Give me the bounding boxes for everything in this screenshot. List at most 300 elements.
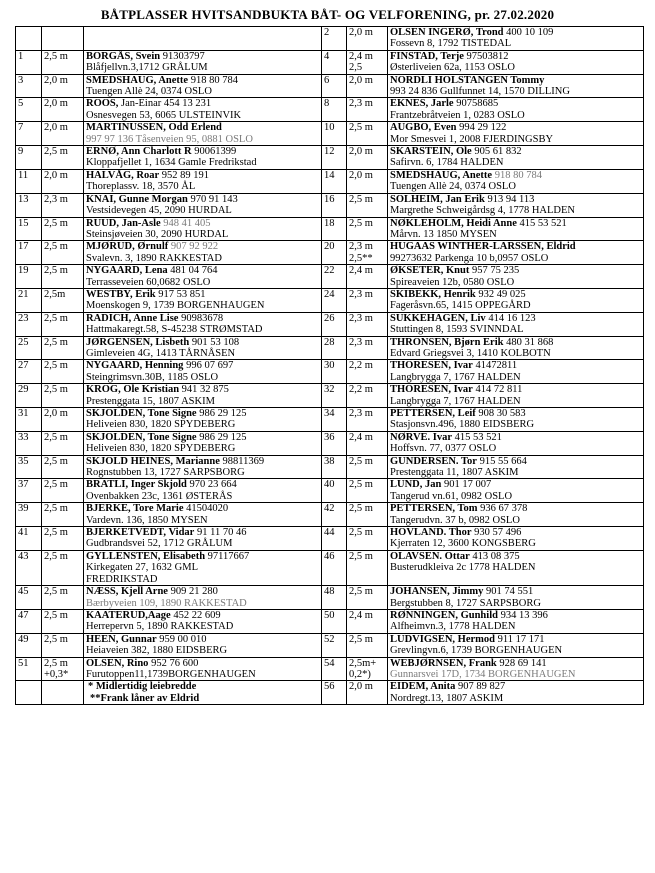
berth-number: 17 [16, 241, 42, 265]
holder-name-line [86, 194, 319, 205]
berth-width: 2,5 m [42, 550, 84, 585]
berth-width: 2,5 m [42, 527, 84, 551]
holder-address: Gudbrandsvei 52, 1712 GRÅLUM [86, 538, 233, 550]
holder-address: Bergstubben 8, 1727 SARPSBORG [390, 597, 541, 609]
holder-address: Heliveien 830, 1820 SPYDEBERG [86, 419, 236, 431]
berth-holder [84, 455, 322, 479]
holder-phone: 41504020 [183, 503, 229, 515]
table-row [16, 241, 644, 265]
holder-name: LUND, Jan [390, 479, 442, 491]
holder-name: WESTBY, Erik [86, 288, 156, 300]
holder-name: NYGAARD, Henning [86, 360, 184, 372]
berth-number: 27 [16, 360, 42, 384]
holder-phone: 970 91 143 [187, 193, 238, 205]
table-row [16, 193, 644, 217]
holder-name: BRATLI, Inger Skjold [86, 479, 187, 491]
berth-number: 9 [16, 146, 42, 170]
berth-number [16, 27, 42, 51]
holder-address: Busterudkleiva 2c 1778 HALDEN [390, 562, 536, 574]
holder-address: Fageråsvn.65, 1415 OPPEGÅRD [390, 300, 531, 312]
berth-holder [84, 50, 322, 74]
holder-address: Tangerud vn.61, 0982 OSLO [390, 490, 513, 502]
berth-width: 2,5 m [347, 479, 388, 503]
holder-address: Kjerraten 12, 3600 KONGSBERG [390, 538, 536, 550]
holder-phone: 98811369 [219, 455, 265, 467]
holder-name: MJØRUD, Ørnulf [86, 241, 169, 253]
berth-number [16, 681, 42, 705]
table-row [16, 50, 644, 74]
holder-address: Prestenggata 15, 1807 ASKIM [86, 395, 215, 407]
berth-holder [388, 50, 644, 74]
holder-name: GYLLENSTEN, Elisabeth [86, 550, 206, 562]
berth-number: 39 [16, 503, 42, 527]
holder-name: JOHANSEN, Jimmy [390, 586, 484, 598]
holder-address: Thoreplassv. 18, 3570 ÅL [86, 181, 196, 193]
berth-width: 2,5 m [42, 146, 84, 170]
holder-address: Rognstubben 13, 1727 SARPSBORG [86, 467, 245, 479]
holder-name-line [86, 360, 319, 371]
holder-address: Hattmakaregt.58, S-45238 STRØMSTAD [86, 324, 263, 336]
holder-name-line [86, 432, 319, 443]
holder-phone: 480 31 868 [503, 336, 554, 348]
berth-number: 46 [322, 550, 347, 585]
holder-address: Langbrygga 7, 1767 HALDEN [390, 395, 521, 407]
holder-phone: 90758685 [453, 98, 499, 110]
holder-name-line [390, 658, 641, 669]
holder-address: Mor Smesvei 1, 2008 FJERDINGSBY [390, 133, 554, 145]
berth-number: 21 [16, 288, 42, 312]
holder-name: PETTERSEN, Leif [390, 408, 476, 419]
holder-address: Mårvn. 13 1850 MYSEN [390, 228, 497, 240]
holder-phone: 901 74 551 [483, 586, 534, 598]
holder-address: Hoffsvn. 77, 0377 OSLO [390, 443, 497, 455]
holder-phone: 90983678 [178, 312, 224, 324]
berth-number: 24 [322, 288, 347, 312]
berth-holder [388, 193, 644, 217]
table-row [16, 122, 644, 146]
table-row [16, 503, 644, 527]
berth-width: 2,5 m [347, 503, 388, 527]
holder-name: EIDEM, Anita [390, 681, 456, 693]
holder-name: NØKLEHOLM, Heidi Anne [390, 217, 517, 229]
berth-number: 35 [16, 455, 42, 479]
holder-name: BORGÅS, Svein [86, 50, 161, 62]
holder-address: Steingrimsvn.30B, 1185 OSLO [86, 371, 219, 383]
table-row [16, 431, 644, 455]
holder-address: 993 24 836 Gullfunnet 14, 1570 DILLING [390, 86, 570, 98]
berth-number: 30 [322, 360, 347, 384]
table-row [16, 408, 644, 432]
holder-name: RUUD, Jan-Asle [86, 217, 161, 229]
berth-holder [84, 265, 322, 289]
holder-name-line [390, 456, 641, 467]
holder-name: HEEN, Gunnar [86, 633, 157, 645]
holder-name: KROG, Ole Kristian [86, 384, 180, 396]
holder-name: FINSTAD, Terje [390, 50, 464, 62]
berth-number: 56 [322, 681, 347, 705]
holder-address: Kloppafjellet 1, 1634 Gamle Fredrikstad [86, 157, 257, 169]
holder-phone: 952 76 600 [148, 657, 199, 669]
holder-address: Fossevn 8, 1792 TISTEDAL [390, 38, 512, 50]
berth-holder [388, 384, 644, 408]
holder-name: HUGAAS WINTHER-LARSSEN, Eldrid [390, 241, 576, 253]
holder-address: Tuengen Allè 24, 0374 OSLO [86, 86, 212, 98]
berth-holder [388, 408, 644, 432]
holder-name-line [86, 122, 319, 133]
berth-width: 2,5 m [42, 609, 84, 633]
berth-holder [388, 360, 644, 384]
berth-width: 2,5 m [42, 312, 84, 336]
holder-name-line [86, 527, 319, 538]
holder-address: Østerliveien 62a, 1153 OSLO [390, 62, 516, 74]
berth-number: 25 [16, 336, 42, 360]
table-row [16, 384, 644, 408]
holder-phone: 91 11 70 46 [194, 527, 247, 539]
holder-phone: 915 55 664 [476, 455, 527, 467]
berth-holder [388, 431, 644, 455]
holder-phone: 97117667 [205, 550, 250, 562]
holder-name-line [390, 610, 641, 621]
holder-name: RADICH, Anne Lise [86, 312, 179, 324]
berth-number: 14 [322, 169, 347, 193]
berth-number: 40 [322, 479, 347, 503]
berth-width: 2,0 m [42, 74, 84, 98]
holder-name-line [390, 98, 641, 109]
holder-name: NORDLI HOLSTANGEN Tommy [390, 74, 545, 86]
berth-holder [388, 146, 644, 170]
berth-holder [84, 550, 322, 585]
berth-number: 10 [322, 122, 347, 146]
holder-address: Spireaveien 12b, 0580 OSLO [390, 276, 515, 288]
berth-width: 2,5 m [42, 503, 84, 527]
holder-name-line [390, 75, 641, 86]
holder-phone: 918 80 784 [492, 169, 542, 181]
berth-number: 7 [16, 122, 42, 146]
holder-phone: 90061399 [191, 146, 237, 158]
berth-holder [84, 98, 322, 122]
holder-phone: 415 53 521 [516, 217, 567, 229]
berth-number: 48 [322, 586, 347, 610]
holder-name: SKJOLDEN, Tone Signe [86, 431, 197, 443]
holder-name-line [390, 27, 641, 38]
holder-phone: 952 89 191 [159, 169, 209, 181]
table-row [16, 681, 644, 705]
berth-number: 11 [16, 169, 42, 193]
berth-holder [388, 586, 644, 610]
holder-phone: 913 94 113 [484, 193, 535, 205]
footnotes [84, 681, 322, 705]
holder-phone: 994 29 122 [456, 122, 507, 134]
holder-name-line [86, 503, 319, 514]
berth-number: 18 [322, 217, 347, 241]
berth-width: 2,3 m [347, 312, 388, 336]
table-row [16, 265, 644, 289]
holder-address: Tuengen Allè 24, 0374 OSLO [390, 181, 516, 193]
berth-holder [388, 312, 644, 336]
berth-holder [84, 609, 322, 633]
berth-number: 44 [322, 527, 347, 551]
berth-holder [84, 431, 322, 455]
holder-address: Langbrygga 7, 1767 HALDEN [390, 371, 521, 383]
berth-width: 2,0 m [42, 169, 84, 193]
holder-address: Heliveien 830, 1820 SPYDEBERG [86, 443, 236, 455]
berth-number: 45 [16, 586, 42, 610]
holder-name: OLSEN, Rino [86, 657, 149, 669]
berth-width: 2,5 m [347, 122, 388, 146]
berth-width: 2,5m [42, 288, 84, 312]
holder-address: Stasjonsvn.496, 1880 EIDSBERG [390, 419, 535, 431]
table-row [16, 586, 644, 610]
berth-holder [388, 681, 644, 705]
berth-holder [84, 657, 322, 681]
holder-name-line [86, 634, 319, 645]
holder-name-line [86, 75, 319, 86]
holder-name-line [86, 384, 319, 395]
berth-number: 23 [16, 312, 42, 336]
holder-name: SMEDSHAUG, Anette [86, 74, 189, 86]
table-row [16, 169, 644, 193]
table-row [16, 288, 644, 312]
holder-name: KNAI, Gunne Morgan [86, 193, 188, 205]
berth-holder [84, 74, 322, 98]
holder-name-line [390, 313, 641, 324]
holder-name-line [86, 610, 319, 621]
berth-number: 20 [322, 241, 347, 265]
holder-name-line [86, 170, 319, 181]
holder-name-line [390, 586, 641, 597]
holder-address: Safirvn. 6, 1784 HALDEN [390, 157, 504, 169]
holder-phone: 930 57 496 [471, 527, 522, 539]
berth-number: 22 [322, 265, 347, 289]
berth-width: 2,5 m [42, 265, 84, 289]
holder-name: WEBJØRNSEN, Frank [390, 657, 497, 669]
berth-width: 2,0 m [42, 98, 84, 122]
holder-name: OLAVSEN. Ottar [390, 550, 470, 562]
berth-width: 2,4 m [347, 431, 388, 455]
holder-phone: 934 13 396 [497, 609, 548, 621]
berth-width: 2,4 m [347, 265, 388, 289]
holder-name-line [86, 479, 319, 490]
table-row [16, 336, 644, 360]
holder-name-line [86, 551, 319, 562]
holder-phone: 413 08 375 [469, 550, 520, 562]
berth-width: 2,5 m +0,3* [42, 657, 84, 681]
footnote: * Midlertidig leiebredde [88, 681, 197, 693]
table-row [16, 633, 644, 657]
berth-number: 50 [322, 609, 347, 633]
holder-address: Vardevn. 136, 1850 MYSEN [86, 514, 208, 526]
holder-name-line [390, 479, 641, 490]
holder-name-line [390, 360, 641, 371]
holder-phone: 907 89 827 [455, 681, 506, 693]
berth-holder [84, 122, 322, 146]
holder-name: ROOS, [86, 98, 119, 110]
berth-number: 15 [16, 217, 42, 241]
berth-number: 31 [16, 408, 42, 432]
berth-holder [388, 527, 644, 551]
holder-name-line [390, 218, 641, 229]
holder-address: Moenskogen 9, 1739 BORGENHAUGEN [86, 300, 265, 312]
berth-holder [388, 479, 644, 503]
holder-name-line [86, 51, 319, 62]
berth-holder [84, 217, 322, 241]
holder-name: EKNES, Jarle [390, 98, 454, 110]
holder-name-line [390, 527, 641, 538]
holder-address: 997 97 136 Tåsenveien 95, 0881 OSLO [86, 133, 253, 145]
holder-name-line [390, 681, 641, 692]
berth-number: 41 [16, 527, 42, 551]
berth-width: 2,0 m [42, 408, 84, 432]
berth-number: 3 [16, 74, 42, 98]
holder-address: Grevlingvn.6, 1739 BORGENHAUGEN [390, 645, 563, 657]
berth-number: 51 [16, 657, 42, 681]
berth-width: 2,0 m [347, 74, 388, 98]
holder-phone: 909 21 280 [167, 586, 218, 598]
holder-phone: 905 61 832 [471, 146, 522, 158]
holder-name: HALVÅG, Roar [86, 169, 160, 181]
holder-name: RØNNINGEN, Gunhild [390, 609, 498, 621]
berth-width: 2,5 m [347, 633, 388, 657]
holder-phone: 481 04 764 [167, 265, 218, 277]
berth-number: 42 [322, 503, 347, 527]
berth-width: 2,5 m [347, 586, 388, 610]
berth-number: 54 [322, 657, 347, 681]
table-row [16, 74, 644, 98]
holder-address: Blåfjellvn.3,1712 GRÅLUM [86, 62, 208, 74]
holder-name-line [86, 98, 319, 109]
berth-width [42, 681, 84, 705]
berth-width: 2,5 m [42, 455, 84, 479]
berth-holder [84, 146, 322, 170]
berth-number: 26 [322, 312, 347, 336]
berth-width: 2,0 m [347, 27, 388, 51]
holder-name: GUNDERSEN. Tor [390, 455, 477, 467]
berth-holder [388, 169, 644, 193]
holder-name: SOLHEIM, Jan Erik [390, 193, 485, 205]
holder-address: Frantzebråtveien 1, 0283 OSLO [390, 109, 525, 121]
holder-phone: 901 53 108 [189, 336, 240, 348]
holder-address: Gunnarsvei 17D, 1734 BORGENHAUGEN [390, 668, 576, 680]
holder-phone: 970 23 664 [186, 479, 237, 491]
holder-name: THORESEN, Ivar [390, 384, 473, 396]
holder-name: BJERKE, Tore Marie [86, 503, 184, 515]
berth-number: 47 [16, 609, 42, 633]
berth-width: 2,5 m [42, 431, 84, 455]
berth-width: 2,5 m [347, 550, 388, 585]
holder-name-line [390, 146, 641, 157]
holder-name: SKJOLD HEINES, Marianne [86, 455, 220, 467]
berth-width: 2,4 m [347, 609, 388, 633]
berth-number: 6 [322, 74, 347, 98]
table-row [16, 527, 644, 551]
holder-address: Prestenggata 11, 1807 ASKIM [390, 467, 519, 479]
holder-address: Edvard Griegsvei 3, 1410 KOLBOTN [390, 347, 551, 359]
berth-number: 36 [322, 431, 347, 455]
berth-holder [388, 74, 644, 98]
holder-address: Herrepervn 5, 1890 RAKKESTAD [86, 621, 234, 633]
table-row [16, 455, 644, 479]
holder-phone: 400 10 109 [503, 27, 554, 38]
berth-holder [84, 633, 322, 657]
holder-name-line [86, 289, 319, 300]
berth-width: 2,5 m [42, 384, 84, 408]
table-row [16, 217, 644, 241]
holder-address: Ovenbakken 23c, 1361 ØSTERÅS [86, 490, 233, 502]
holder-name: AUGBO, Even [390, 122, 457, 134]
berth-width: 2,3 m [347, 408, 388, 432]
holder-address: Margrethe Schweigårdsg 4, 1778 HALDEN [390, 205, 575, 217]
holder-name-line [86, 218, 319, 229]
berth-width: 2,5 m [347, 527, 388, 551]
berth-holder [84, 27, 322, 51]
holder-name: NÆSS, Kjell Arne [86, 586, 168, 598]
berth-number: 33 [16, 431, 42, 455]
holder-name-line [390, 408, 641, 419]
berth-width: 2,2 m [347, 360, 388, 384]
berth-number: 4 [322, 50, 347, 74]
holder-name: NØRVE. Ivar [390, 431, 453, 443]
berth-holder [388, 288, 644, 312]
berth-table [15, 26, 644, 705]
holder-phone: 452 22 609 [170, 609, 221, 621]
berth-width: 2,5 m [42, 336, 84, 360]
berth-holder [388, 122, 644, 146]
berth-width: 2,3 m [347, 98, 388, 122]
berth-holder [388, 657, 644, 681]
holder-name-line [390, 194, 641, 205]
holder-phone: 91303797 [160, 50, 205, 62]
berth-holder [388, 217, 644, 241]
holder-address: Steinsjøveien 30, 2090 HURDAL [86, 228, 229, 240]
berth-width: 2,3 m [347, 288, 388, 312]
berth-width: 2,5 m [42, 633, 84, 657]
berth-number: 28 [322, 336, 347, 360]
table-row [16, 312, 644, 336]
holder-phone: 932 49 025 [475, 288, 526, 300]
berth-holder [388, 241, 644, 265]
berth-width: 2,5 m [42, 479, 84, 503]
holder-phone: 911 17 171 [495, 633, 545, 645]
holder-phone: 936 67 378 [477, 503, 528, 515]
footnote: **Frank låner av Eldrid [90, 692, 200, 704]
berth-holder [84, 479, 322, 503]
berth-holder [388, 336, 644, 360]
table-row [16, 98, 644, 122]
berth-holder [84, 408, 322, 432]
berth-holder [84, 360, 322, 384]
holder-phone: Jan-Einar 454 13 231 [118, 98, 212, 110]
berth-width: 2,4 m 2,5 [347, 50, 388, 74]
holder-name: PETTERSEN, Tom [390, 503, 478, 515]
holder-name: THRONSEN, Bjørn Erik [390, 336, 504, 348]
holder-name: SKIBEKK, Henrik [390, 288, 476, 300]
berth-width: 2,5 m [347, 217, 388, 241]
berth-width: 2,0 m [347, 169, 388, 193]
berth-holder [84, 527, 322, 551]
holder-name: JØRGENSEN, Lisbeth [86, 336, 190, 348]
berth-holder [84, 193, 322, 217]
holder-phone: 917 53 851 [155, 288, 206, 300]
berth-number: 13 [16, 193, 42, 217]
holder-name-line [86, 586, 319, 597]
holder-phone: 908 30 583 [475, 408, 526, 419]
holder-phone: 996 07 697 [183, 360, 234, 372]
holder-name: MARTINUSSEN, Odd Erlend [86, 122, 222, 134]
berth-holder [388, 633, 644, 657]
berth-number: 37 [16, 479, 42, 503]
holder-name: OLSEN INGERØ, Trond [390, 27, 504, 38]
holder-name: LUDVIGSEN, Hermod [390, 633, 496, 645]
